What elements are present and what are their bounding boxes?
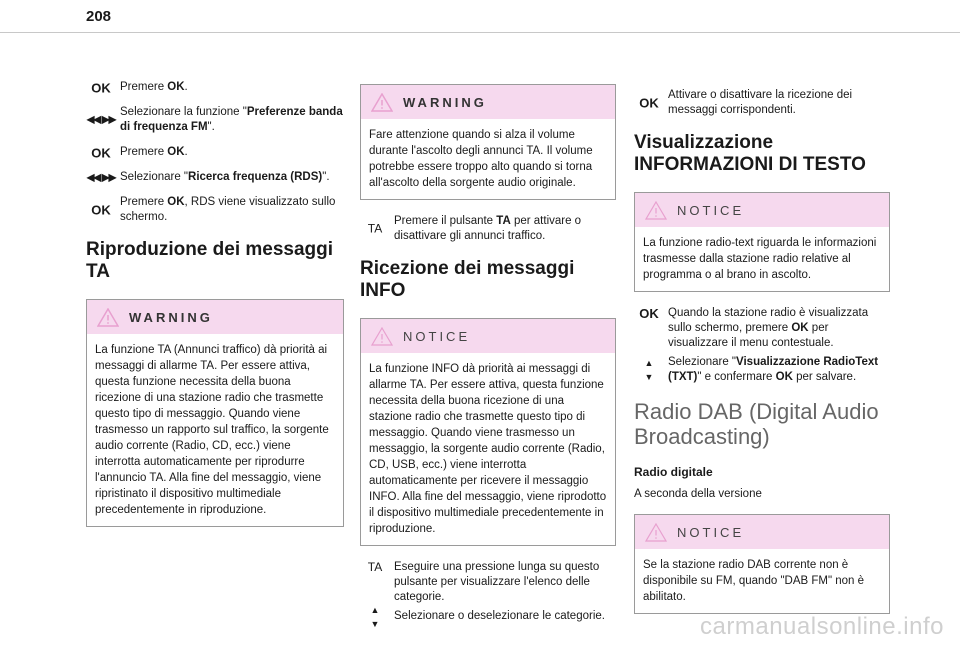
step-text: per attivare o disattivare gli annunci traffico. [394, 215, 582, 242]
ok-button-icon: OK [91, 145, 111, 160]
step-text: per visualizzare il menu contestuale. [668, 322, 834, 349]
notice-label: NOTICE [403, 328, 471, 344]
warning-triangle-icon [97, 308, 119, 327]
ok-button-icon: OK [639, 306, 659, 321]
step-ok-context [634, 306, 890, 351]
step-text: Attivare o disattivare la ricezione dei messaggi corrispondenti. [668, 89, 853, 116]
step-ok-1 [86, 80, 344, 95]
section-heading-dab: Radio DAB (Digital Audio Broadcasting) [634, 399, 879, 449]
step-text: per salvare. [792, 371, 857, 383]
step-text: ". [207, 121, 215, 133]
step-text: , RDS viene visualizzato sullo schermo. [120, 196, 336, 223]
left-right-arrows-icon: ◀◀ ▶▶ [86, 172, 116, 183]
step-ok-3 [86, 195, 344, 225]
version-note: A seconda della versione [634, 488, 762, 500]
step-select-fm [86, 105, 344, 135]
section-heading-ta: Riproduzione dei messaggi TA [86, 239, 334, 282]
column-1 [86, 80, 344, 541]
ok-button-icon: OK [91, 202, 111, 218]
step-text: Selezionare la funzione " [120, 106, 247, 118]
notice-triangle-icon [371, 327, 393, 346]
column-3 [634, 88, 890, 628]
notice-triangle-icon [645, 523, 667, 542]
ok-button-icon: OK [91, 80, 111, 95]
step-text: Quando la stazione radio è visualizzata sullo schermo, premere [668, 307, 869, 334]
warning-label: WARNING [403, 94, 487, 110]
step-ta [360, 214, 616, 244]
step-bold: OK [167, 81, 185, 93]
step-bold: Preferenze banda di frequenza FM [120, 106, 343, 133]
step-text: Selezionare " [668, 356, 737, 368]
notice-box [634, 514, 890, 614]
warning-body: La funzione TA (Annunci traffico) dà priorità ai messaggi di allarme TA. Per essere attiva, questa funzione necessita della buona ricezione di una stazione radio che trasmette questo tipo di messaggio. Quando viene trasmesso un rapporto sul traffico, la sorgente audio corrente (Radio, CD, ecc.) viene interrotta automaticamente per riprodurre l'annuncio TA. Alla fine del messaggio, viene ripristinato il dispositivo multimediale precedentemente in riproduzione. [95, 344, 329, 516]
step-text: Eseguire una pressione lunga su questo pulsante per visualizzare l'elenco delle categorie. [394, 561, 600, 603]
notice-box [360, 318, 616, 546]
step-text: Premere il pulsante [394, 215, 497, 227]
warning-header [87, 300, 343, 334]
up-down-arrows-icon: ▲ ▼ [370, 604, 380, 629]
notice-header [635, 515, 889, 549]
notice-body: La funzione INFO dà priorità ai messaggi di allarme TA. Per essere attiva, questa funzione necessita della buona ricezione di una stazione radio che trasmette questo tipo di messaggio. Quando viene trasmesso un messaggio, la sorgente audio corrente (Radio, CD, USB, ecc.) viene interrotta automaticamente per ricevere il messaggio INFO. Alla fine del messaggio, viene riprodotto il dispositivo multimediale precedentemente in riproduzione. [369, 363, 607, 535]
warning-header [361, 85, 615, 119]
notice-box [634, 192, 890, 292]
notice-header [361, 319, 615, 353]
step-text: " e confermare [697, 371, 776, 383]
step-bold: OK [791, 322, 809, 334]
step-text: Premere [120, 196, 168, 208]
step-ok-2 [86, 145, 344, 160]
ta-button-icon: TA [367, 560, 383, 574]
notice-triangle-icon [645, 201, 667, 220]
subheading-digital-radio: Radio digitale [634, 465, 713, 479]
notice-body: La funzione radio-text riguarda le informazioni trasmesse dalla stazione radio relative al programma o al brano in ascolto. [643, 237, 877, 281]
step-ok-toggle [634, 88, 890, 118]
notice-label: NOTICE [677, 524, 745, 540]
step-text: Selezionare o deselezionare le categorie. [394, 610, 605, 622]
ta-button-icon: TA [367, 221, 383, 236]
warning-label: WARNING [129, 309, 213, 325]
section-heading-text-info: Visualizzazione INFORMAZIONI DI TESTO [634, 132, 866, 175]
step-text: ". [322, 171, 330, 183]
step-select-rds [86, 170, 344, 185]
warning-body: Fare attenzione quando si alza il volume durante l'ascolto degli annunci TA. Il volume potrebbe essere troppo alto quando si torna all'ascolto della sorgente audio originale. [369, 129, 593, 189]
section-heading-info: Ricezione dei messaggi INFO [360, 258, 575, 301]
step-text: Premere [120, 81, 168, 93]
step-select-categories [360, 604, 616, 629]
header-divider [0, 32, 960, 33]
ok-button-icon: OK [639, 95, 659, 111]
warning-box [360, 84, 616, 200]
step-ta-long [360, 560, 616, 605]
step-text: . [184, 146, 188, 158]
step-select-radiotext [634, 355, 890, 385]
watermark: carmanualsonline.info [700, 613, 944, 640]
column-2 [360, 84, 616, 634]
step-bold: TA [496, 215, 511, 227]
warning-triangle-icon [371, 93, 393, 112]
step-bold: OK [167, 196, 185, 208]
left-right-arrows-icon: ◀◀ ▶▶ [86, 114, 116, 126]
notice-label: NOTICE [677, 202, 745, 218]
step-text: . [184, 81, 188, 93]
step-bold: OK [775, 371, 793, 383]
notice-body: Se la stazione radio DAB corrente non è disponibile su FM, quando "DAB FM" non è abilitato. [643, 559, 865, 603]
warning-box [86, 299, 344, 527]
up-down-arrows-icon: ▲ ▼ [644, 358, 654, 382]
step-bold: Ricerca frequenza (RDS) [188, 171, 323, 183]
step-text: Premere [120, 146, 168, 158]
step-bold: OK [167, 146, 185, 158]
step-bold: Visualizzazione RadioText (TXT) [668, 356, 879, 383]
notice-header [635, 193, 889, 227]
page-number: 208 [86, 8, 112, 25]
step-text: Selezionare " [120, 171, 189, 183]
